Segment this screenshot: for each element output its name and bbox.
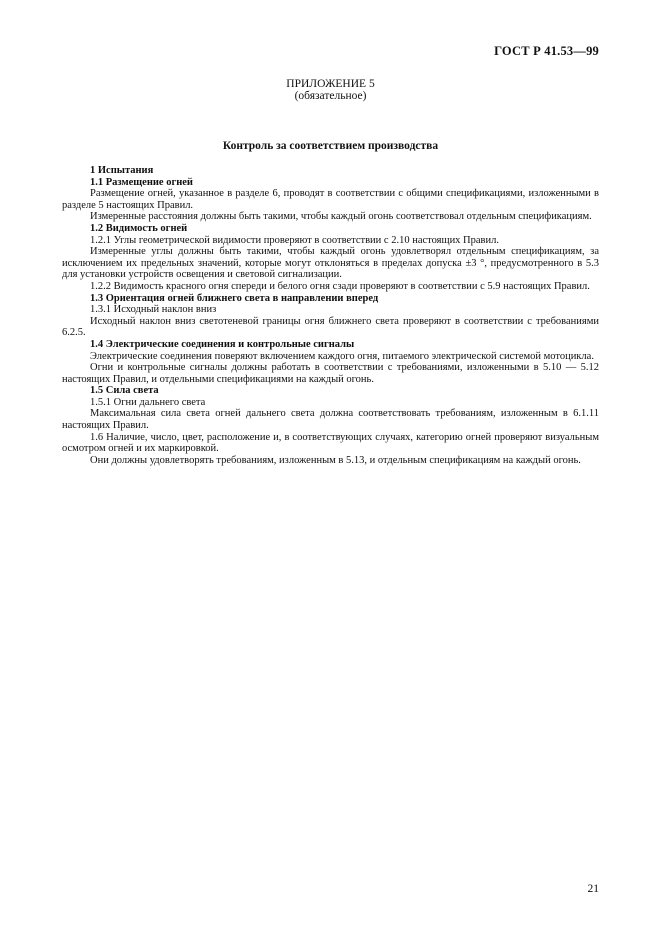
paragraph: Размещение огней, указанное в разделе 6, проводят в соответствии с общими спецификациями, изложенными в разделе 5 настоящих Правил. — [62, 188, 599, 211]
section-heading: 1 Испытания — [90, 165, 154, 176]
paragraph: 1.5.1 Огни дальнего света — [90, 396, 206, 408]
paragraph: 1.2.2 Видимость красного огня спереди и белого огня сзади проверяют в соответствии с 5.9 настоящих Правил. — [90, 280, 590, 292]
paragraph: Измеренные углы должны быть такими, чтобы каждый огонь удовлетворял отдельным спецификациям, за исключением их предельных значений, которые могут отклоняться в пределах допуска ±3 °, предусмотренного в 5.3 для установки устройств освещения и световой сигнализации. — [62, 246, 599, 281]
page-title: Контроль за соответствием производства — [222, 140, 439, 152]
paragraph: 1.2.1 Углы геометрической видимости проверяют в соответствии с 2.10 настоящих Правил. — [90, 234, 499, 246]
paragraph: Электрические соединения поверяют включением каждого огня, питаемого электрической системой мотоцикла. — [90, 350, 594, 362]
paragraph: 1.3.1 Исходный наклон вниз — [90, 304, 217, 316]
subsection-heading: 1.2 Видимость огней — [90, 222, 188, 234]
paragraph: Они должны удовлетворять требованиям, изложенным в 5.13, и отдельным спецификациям на каждый огонь. — [90, 454, 581, 466]
subsection-heading: 1.1 Размещение огней — [90, 176, 193, 188]
page-number: 21 — [587, 883, 599, 895]
document-body — [62, 165, 599, 466]
paragraph: Исходный наклон вниз светотеневой границы огня ближнего света проверяют в соответствии с требованиями 6.2.5. — [62, 315, 599, 339]
subsection-heading: 1.3 Ориентация огней ближнего света в направлении вперед — [90, 292, 379, 304]
appendix-heading — [0, 78, 661, 102]
subsection-heading: 1.4 Электрические соединения и контрольные сигналы — [90, 338, 355, 350]
appendix-label: ПРИЛОЖЕНИЕ 5 — [286, 78, 375, 90]
paragraph: 1.6 Наличие, число, цвет, расположение и, в соответствующих случаях, категорию огней проверяют визуальным осмотром огней и их маркировкой. — [62, 431, 599, 455]
paragraph: Максимальная сила света огней дальнего света должна соответствовать требованиям, изложенным в 6.1.11 настоящих Правил. — [62, 408, 599, 432]
subsection-heading: 1.5 Сила света — [90, 385, 159, 397]
appendix-status: (обязательное) — [294, 90, 367, 102]
document-code: ГОСТ Р 41.53—99 — [494, 44, 599, 58]
paragraph: Огни и контрольные сигналы должны работать в соответствии с требованиями, изложенными в 5.10 — 5.12 настоящих Правил, и отдельными спецификациями на каждый огонь. — [62, 362, 599, 385]
paragraph: Измеренные расстояния должны быть такими, чтобы каждый огонь соответствовал отдельным спецификациям. — [90, 211, 592, 223]
